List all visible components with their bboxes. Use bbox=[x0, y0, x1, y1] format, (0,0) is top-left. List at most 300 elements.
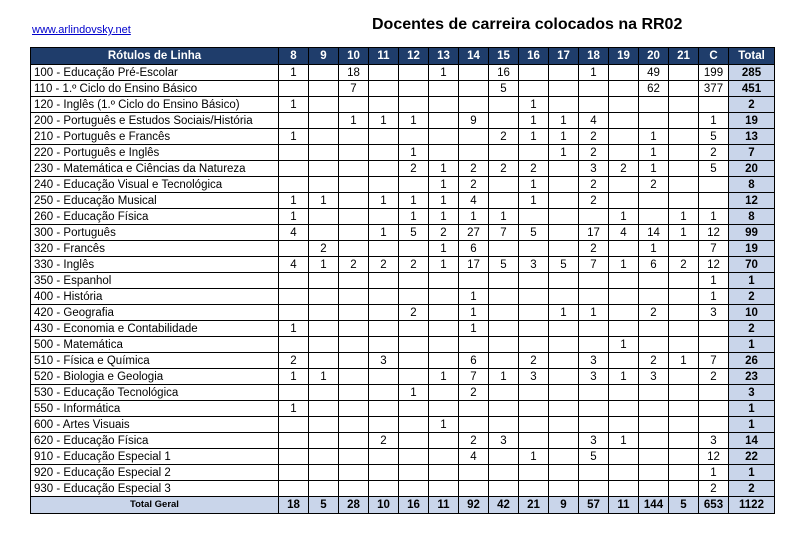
table-cell bbox=[549, 289, 579, 305]
table-cell bbox=[669, 113, 699, 129]
table-cell bbox=[399, 81, 429, 97]
table-cell bbox=[369, 97, 399, 113]
total-cell: 92 bbox=[459, 497, 489, 514]
table-cell: 27 bbox=[459, 225, 489, 241]
table-row bbox=[31, 65, 775, 81]
table-cell: 1 bbox=[429, 209, 459, 225]
table-cell bbox=[549, 433, 579, 449]
row-total: 3 bbox=[729, 385, 775, 401]
table-cell bbox=[549, 321, 579, 337]
row-total: 70 bbox=[729, 257, 775, 273]
table-cell: 2 bbox=[639, 177, 669, 193]
row-label: 300 - Português bbox=[31, 225, 279, 241]
table-cell: 1 bbox=[579, 65, 609, 81]
table-cell: 1 bbox=[279, 65, 309, 81]
column-header: 11 bbox=[369, 48, 399, 65]
table-cell bbox=[489, 353, 519, 369]
table-cell bbox=[339, 353, 369, 369]
table-cell: 1 bbox=[429, 257, 459, 273]
table-cell bbox=[309, 305, 339, 321]
table-cell bbox=[699, 193, 729, 209]
table-cell bbox=[549, 273, 579, 289]
row-label: 240 - Educação Visual e Tecnológica bbox=[31, 177, 279, 193]
table-row bbox=[31, 465, 775, 481]
table-cell bbox=[339, 449, 369, 465]
table-cell bbox=[549, 417, 579, 433]
table-cell bbox=[669, 417, 699, 433]
table-cell bbox=[399, 337, 429, 353]
table-cell bbox=[579, 273, 609, 289]
row-label: 250 - Educação Musical bbox=[31, 193, 279, 209]
table-row bbox=[31, 305, 775, 321]
table-cell: 1 bbox=[429, 241, 459, 257]
table-cell: 1 bbox=[279, 129, 309, 145]
table-cell bbox=[519, 305, 549, 321]
table-cell bbox=[489, 481, 519, 497]
table-cell: 2 bbox=[429, 225, 459, 241]
table-row bbox=[31, 129, 775, 145]
table-cell bbox=[369, 321, 399, 337]
table-cell bbox=[669, 241, 699, 257]
total-cell: 11 bbox=[609, 497, 639, 514]
table-cell bbox=[309, 129, 339, 145]
table-cell bbox=[279, 81, 309, 97]
table-cell bbox=[339, 225, 369, 241]
row-label: 530 - Educação Tecnológica bbox=[31, 385, 279, 401]
table-cell bbox=[369, 273, 399, 289]
table-cell bbox=[339, 385, 369, 401]
table-cell bbox=[429, 273, 459, 289]
table-cell: 1 bbox=[669, 353, 699, 369]
table-cell bbox=[489, 177, 519, 193]
table-cell: 62 bbox=[639, 81, 669, 97]
table-cell bbox=[399, 433, 429, 449]
table-cell: 2 bbox=[519, 353, 549, 369]
table-cell bbox=[609, 401, 639, 417]
column-header: 16 bbox=[519, 48, 549, 65]
table-cell bbox=[609, 465, 639, 481]
table-cell bbox=[669, 465, 699, 481]
table-cell: 1 bbox=[519, 113, 549, 129]
table-cell bbox=[669, 65, 699, 81]
table-cell: 2 bbox=[669, 257, 699, 273]
table-cell bbox=[489, 465, 519, 481]
table-cell bbox=[309, 209, 339, 225]
table-cell bbox=[579, 385, 609, 401]
table-cell bbox=[549, 97, 579, 113]
table-cell bbox=[489, 337, 519, 353]
table-cell bbox=[309, 385, 339, 401]
table-cell: 6 bbox=[459, 241, 489, 257]
table-cell bbox=[309, 449, 339, 465]
table-cell bbox=[609, 481, 639, 497]
table-cell bbox=[549, 209, 579, 225]
table-cell bbox=[519, 65, 549, 81]
table-cell: 1 bbox=[639, 241, 669, 257]
table-cell: 1 bbox=[519, 449, 549, 465]
table-cell bbox=[399, 97, 429, 113]
table-cell bbox=[669, 193, 699, 209]
table-cell bbox=[429, 465, 459, 481]
table-row bbox=[31, 369, 775, 385]
table-cell bbox=[279, 337, 309, 353]
table-cell bbox=[369, 177, 399, 193]
table-cell bbox=[669, 145, 699, 161]
table-row bbox=[31, 145, 775, 161]
table-cell bbox=[699, 337, 729, 353]
table-cell bbox=[609, 145, 639, 161]
table-cell bbox=[699, 385, 729, 401]
table-row bbox=[31, 417, 775, 433]
total-label: Total Geral bbox=[31, 497, 279, 514]
row-total: 2 bbox=[729, 321, 775, 337]
table-cell bbox=[639, 273, 669, 289]
table-cell bbox=[339, 129, 369, 145]
row-total: 14 bbox=[729, 433, 775, 449]
table-cell: 2 bbox=[459, 385, 489, 401]
table-cell bbox=[429, 81, 459, 97]
table-cell bbox=[489, 193, 519, 209]
table-cell bbox=[549, 385, 579, 401]
table-cell: 5 bbox=[699, 161, 729, 177]
total-row bbox=[31, 497, 775, 514]
table-cell bbox=[519, 465, 549, 481]
table-cell bbox=[309, 481, 339, 497]
table-cell bbox=[369, 337, 399, 353]
table-cell: 2 bbox=[399, 161, 429, 177]
table-cell: 1 bbox=[549, 305, 579, 321]
table-cell: 1 bbox=[519, 193, 549, 209]
table-cell bbox=[669, 161, 699, 177]
table-cell bbox=[669, 305, 699, 321]
table-cell: 14 bbox=[639, 225, 669, 241]
table-cell bbox=[279, 145, 309, 161]
column-header: Total bbox=[729, 48, 775, 65]
row-label: 400 - História bbox=[31, 289, 279, 305]
header-row bbox=[31, 48, 775, 65]
table-cell bbox=[669, 129, 699, 145]
table-cell: 3 bbox=[639, 369, 669, 385]
row-total: 22 bbox=[729, 449, 775, 465]
table-row bbox=[31, 257, 775, 273]
table-row bbox=[31, 449, 775, 465]
table-cell bbox=[309, 433, 339, 449]
column-header: 13 bbox=[429, 48, 459, 65]
table-cell: 1 bbox=[339, 113, 369, 129]
table-cell bbox=[399, 417, 429, 433]
table-cell bbox=[309, 177, 339, 193]
table-cell: 1 bbox=[699, 465, 729, 481]
total-cell: 653 bbox=[699, 497, 729, 514]
table-cell: 4 bbox=[459, 193, 489, 209]
table-cell: 1 bbox=[489, 209, 519, 225]
column-header: 15 bbox=[489, 48, 519, 65]
table-header bbox=[31, 48, 775, 65]
table-cell: 7 bbox=[699, 353, 729, 369]
table-cell: 3 bbox=[699, 433, 729, 449]
table-cell bbox=[429, 433, 459, 449]
table-cell bbox=[309, 65, 339, 81]
table-cell: 1 bbox=[549, 113, 579, 129]
table-cell bbox=[459, 273, 489, 289]
table-cell bbox=[399, 481, 429, 497]
table-cell bbox=[309, 337, 339, 353]
table-cell bbox=[459, 129, 489, 145]
table-cell bbox=[309, 321, 339, 337]
row-total: 1 bbox=[729, 273, 775, 289]
table-cell bbox=[489, 417, 519, 433]
table-cell bbox=[369, 385, 399, 401]
table-cell: 12 bbox=[699, 257, 729, 273]
table-cell bbox=[339, 481, 369, 497]
table-cell bbox=[579, 289, 609, 305]
table-cell bbox=[339, 177, 369, 193]
table-cell bbox=[609, 305, 639, 321]
table-cell bbox=[369, 65, 399, 81]
table-cell bbox=[399, 273, 429, 289]
table-cell bbox=[609, 385, 639, 401]
table-cell bbox=[339, 401, 369, 417]
table-cell bbox=[699, 417, 729, 433]
table-cell bbox=[279, 273, 309, 289]
table-cell bbox=[279, 305, 309, 321]
row-label: 550 - Informática bbox=[31, 401, 279, 417]
table-cell bbox=[519, 481, 549, 497]
table-cell: 1 bbox=[459, 321, 489, 337]
table-cell bbox=[429, 401, 459, 417]
table-cell bbox=[669, 81, 699, 97]
page-title: Docentes de carreira colocados na RR02 bbox=[372, 16, 683, 33]
table-cell: 3 bbox=[699, 305, 729, 321]
table-cell: 3 bbox=[489, 433, 519, 449]
total-cell: 42 bbox=[489, 497, 519, 514]
table-cell: 9 bbox=[459, 113, 489, 129]
table-cell: 4 bbox=[609, 225, 639, 241]
table-cell bbox=[369, 369, 399, 385]
table-cell bbox=[399, 401, 429, 417]
table-cell bbox=[579, 81, 609, 97]
table-cell: 2 bbox=[459, 177, 489, 193]
table-cell: 1 bbox=[609, 257, 639, 273]
table-cell: 1 bbox=[429, 65, 459, 81]
table-cell bbox=[669, 369, 699, 385]
table-cell: 1 bbox=[459, 305, 489, 321]
table-cell bbox=[579, 337, 609, 353]
total-cell: 11 bbox=[429, 497, 459, 514]
table-cell: 3 bbox=[579, 369, 609, 385]
table-cell bbox=[609, 113, 639, 129]
site-link[interactable]: www.arlindovsky.net bbox=[32, 24, 131, 36]
table-cell: 2 bbox=[279, 353, 309, 369]
table-cell: 1 bbox=[429, 193, 459, 209]
table-cell: 1 bbox=[549, 129, 579, 145]
column-header: 12 bbox=[399, 48, 429, 65]
table-cell: 1 bbox=[399, 209, 429, 225]
table-cell: 2 bbox=[579, 193, 609, 209]
table-cell bbox=[519, 337, 549, 353]
table-cell: 1 bbox=[699, 273, 729, 289]
table-cell bbox=[339, 145, 369, 161]
table-cell bbox=[549, 481, 579, 497]
row-label: 330 - Inglês bbox=[31, 257, 279, 273]
total-cell: 1122 bbox=[729, 497, 775, 514]
table-cell bbox=[279, 177, 309, 193]
table-cell bbox=[369, 289, 399, 305]
table-cell bbox=[609, 289, 639, 305]
table-cell: 1 bbox=[609, 209, 639, 225]
table-row bbox=[31, 289, 775, 305]
column-header: 8 bbox=[279, 48, 309, 65]
table-cell bbox=[639, 113, 669, 129]
table-cell bbox=[339, 241, 369, 257]
table-cell: 1 bbox=[609, 337, 639, 353]
table-cell bbox=[339, 289, 369, 305]
table-cell bbox=[489, 385, 519, 401]
table-cell bbox=[369, 209, 399, 225]
row-label: 920 - Educação Especial 2 bbox=[31, 465, 279, 481]
table-cell: 1 bbox=[429, 369, 459, 385]
table-cell bbox=[519, 145, 549, 161]
table-cell: 2 bbox=[459, 433, 489, 449]
table-cell bbox=[429, 449, 459, 465]
table-cell: 12 bbox=[699, 449, 729, 465]
table-cell bbox=[399, 289, 429, 305]
column-header: 21 bbox=[669, 48, 699, 65]
table-cell bbox=[339, 337, 369, 353]
table-cell bbox=[309, 353, 339, 369]
table-cell bbox=[279, 417, 309, 433]
table-cell bbox=[519, 321, 549, 337]
table-cell: 7 bbox=[699, 241, 729, 257]
table-cell bbox=[429, 289, 459, 305]
table-cell: 5 bbox=[489, 257, 519, 273]
row-total: 99 bbox=[729, 225, 775, 241]
table-cell: 2 bbox=[399, 257, 429, 273]
table-row bbox=[31, 241, 775, 257]
table-cell: 1 bbox=[279, 369, 309, 385]
table-cell: 18 bbox=[339, 65, 369, 81]
table-cell bbox=[549, 193, 579, 209]
table-cell bbox=[549, 401, 579, 417]
total-cell: 9 bbox=[549, 497, 579, 514]
table-cell bbox=[519, 81, 549, 97]
table-cell bbox=[369, 161, 399, 177]
table-cell bbox=[489, 305, 519, 321]
row-label: 220 - Português e Inglês bbox=[31, 145, 279, 161]
table-cell: 5 bbox=[489, 81, 519, 97]
table-cell bbox=[339, 321, 369, 337]
table-cell bbox=[549, 369, 579, 385]
table-cell bbox=[699, 321, 729, 337]
table-row bbox=[31, 113, 775, 129]
table-cell: 2 bbox=[579, 241, 609, 257]
table-cell: 17 bbox=[459, 257, 489, 273]
table-row bbox=[31, 97, 775, 113]
table-cell bbox=[609, 241, 639, 257]
table-cell bbox=[639, 417, 669, 433]
table-cell bbox=[549, 161, 579, 177]
column-header-label: Rótulos de Linha bbox=[31, 48, 279, 65]
table-cell bbox=[459, 81, 489, 97]
table-cell: 1 bbox=[489, 369, 519, 385]
table-cell: 1 bbox=[669, 225, 699, 241]
row-total: 10 bbox=[729, 305, 775, 321]
table-cell: 1 bbox=[639, 129, 669, 145]
table-cell bbox=[429, 97, 459, 113]
table-row bbox=[31, 433, 775, 449]
table-cell bbox=[609, 129, 639, 145]
table-cell: 6 bbox=[639, 257, 669, 273]
table-cell bbox=[549, 449, 579, 465]
table-cell bbox=[369, 145, 399, 161]
table-cell: 2 bbox=[639, 353, 669, 369]
table-cell bbox=[519, 273, 549, 289]
table-cell bbox=[639, 385, 669, 401]
table-cell bbox=[459, 401, 489, 417]
table-cell: 1 bbox=[549, 145, 579, 161]
table-cell bbox=[369, 481, 399, 497]
table-cell bbox=[489, 241, 519, 257]
table-cell bbox=[399, 369, 429, 385]
row-label: 320 - Francês bbox=[31, 241, 279, 257]
table-cell bbox=[279, 433, 309, 449]
table-cell: 5 bbox=[399, 225, 429, 241]
table-cell bbox=[369, 129, 399, 145]
table-cell bbox=[429, 129, 459, 145]
row-label: 260 - Educação Física bbox=[31, 209, 279, 225]
table-cell bbox=[399, 449, 429, 465]
table-cell bbox=[579, 209, 609, 225]
column-header: 19 bbox=[609, 48, 639, 65]
table-cell bbox=[669, 177, 699, 193]
table-cell bbox=[609, 65, 639, 81]
total-cell: 18 bbox=[279, 497, 309, 514]
table-cell: 16 bbox=[489, 65, 519, 81]
table-cell: 2 bbox=[699, 369, 729, 385]
table-row bbox=[31, 209, 775, 225]
table-cell bbox=[579, 417, 609, 433]
table-cell: 1 bbox=[669, 209, 699, 225]
table-cell: 1 bbox=[639, 145, 669, 161]
table-cell bbox=[309, 81, 339, 97]
table-cell: 1 bbox=[369, 225, 399, 241]
table-cell bbox=[279, 449, 309, 465]
table-cell bbox=[669, 289, 699, 305]
row-total: 26 bbox=[729, 353, 775, 369]
table-cell bbox=[519, 241, 549, 257]
row-total: 7 bbox=[729, 145, 775, 161]
row-label: 500 - Matemática bbox=[31, 337, 279, 353]
table-cell bbox=[429, 145, 459, 161]
table-cell bbox=[339, 465, 369, 481]
table-cell bbox=[639, 449, 669, 465]
table-cell: 1 bbox=[309, 193, 339, 209]
row-total: 285 bbox=[729, 65, 775, 81]
table-cell bbox=[609, 321, 639, 337]
row-label: 110 - 1.º Ciclo do Ensino Básico bbox=[31, 81, 279, 97]
table-cell: 2 bbox=[579, 145, 609, 161]
table-cell bbox=[579, 97, 609, 113]
table-cell bbox=[399, 353, 429, 369]
table-cell: 3 bbox=[519, 369, 549, 385]
table-cell bbox=[369, 401, 399, 417]
row-total: 1 bbox=[729, 401, 775, 417]
total-cell: 28 bbox=[339, 497, 369, 514]
table-row bbox=[31, 385, 775, 401]
row-label: 210 - Português e Francês bbox=[31, 129, 279, 145]
row-total: 2 bbox=[729, 481, 775, 497]
table-cell: 7 bbox=[489, 225, 519, 241]
